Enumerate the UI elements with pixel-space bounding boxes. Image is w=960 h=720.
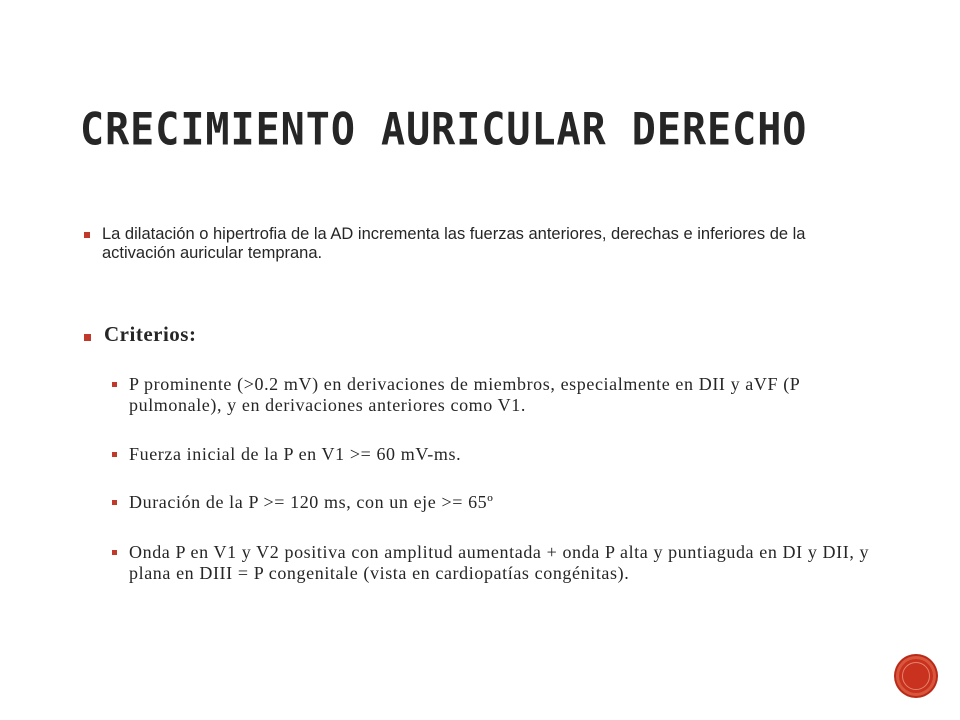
intro-text: La dilatación o hipertrofia de la AD incrementa las fuerzas anteriores, derechas e inferiores de la activación auricular temprana. — [102, 225, 806, 262]
criteria-item — [112, 374, 887, 416]
circle-logo-ring — [902, 662, 930, 690]
criteria-item — [112, 444, 887, 465]
square-bullet-icon — [112, 382, 117, 387]
criteria-item-text: P prominente (>0.2 mV) en derivaciones de miembros, especialmente en DII y aVF (P pulmonale), y en derivaciones anteriores como V1. — [129, 374, 800, 415]
square-bullet-icon — [84, 334, 91, 341]
criteria-item — [112, 542, 887, 584]
slide-title: CRECIMIENTO AURICULAR DERECHO — [80, 104, 808, 156]
criteria-item-text: Onda P en V1 y V2 positiva con amplitud aumentada + onda P alta y puntiaguda en DI y DII, y plana en DIII = P congenitale (vista en cardiopatías congénitas). — [129, 542, 870, 583]
criteria-heading-bullet — [84, 322, 784, 347]
criteria-item — [112, 492, 887, 513]
square-bullet-icon — [112, 500, 117, 505]
criteria-item-text: Fuerza inicial de la P en V1 >= 60 mV-ms. — [129, 444, 462, 464]
square-bullet-icon — [84, 232, 90, 238]
criteria-heading: Criterios: — [104, 322, 197, 346]
criteria-item-text: Duración de la P >= 120 ms, con un eje >= 65º — [129, 492, 494, 512]
intro-bullet — [84, 225, 854, 263]
square-bullet-icon — [112, 452, 117, 457]
square-bullet-icon — [112, 550, 117, 555]
